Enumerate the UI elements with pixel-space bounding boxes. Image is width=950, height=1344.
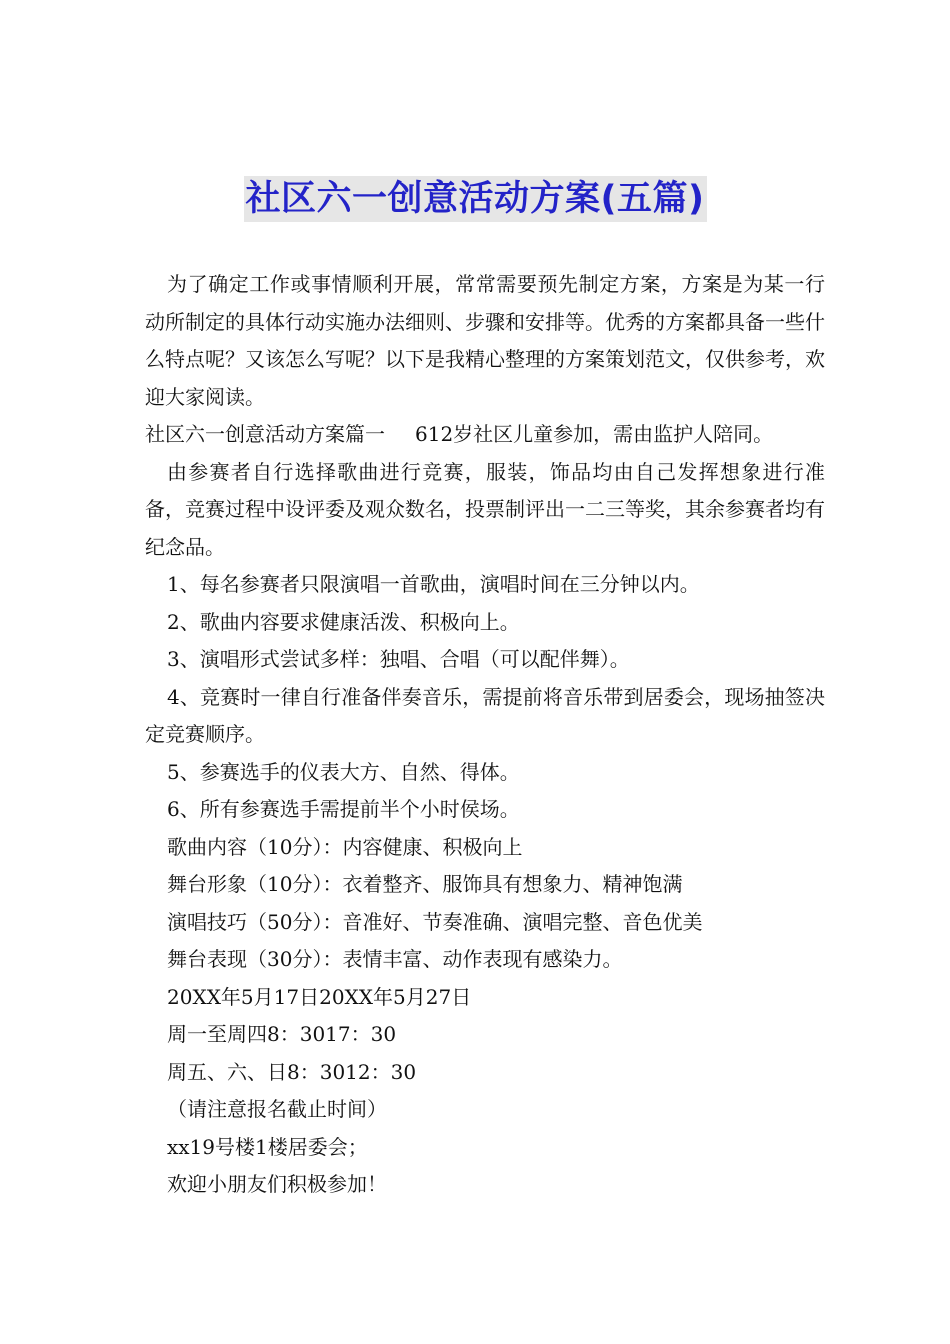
closing-line: 欢迎小朋友们积极参加！ [167,1172,387,1196]
scoring-item: 舞台表现（30分）：表情丰富、动作表现有感染力。 [167,947,623,971]
rule-item: 2、歌曲内容要求健康活泼、积极向上。 [167,609,520,634]
intro-paragraph: 为了确定工作或事情顺利开展，常常需要预先制定方案，方案是为某一行动所制定的具体行动实施办法细则、步骤和安排等。优秀的方案都具备一些什么特点呢？又该怎么写呢？以下是我精心整理的方案策划范文，仅供参考，欢迎大家阅读。 [145,272,825,409]
rule-item: 1、每名参赛者只限演唱一首歌曲，演唱时间在三分钟以内。 [167,572,700,596]
schedule-weekday-hours: 周一至周四8：3017：30 [167,1022,397,1046]
deadline-note: （请注意报名截止时间） [167,1097,387,1121]
section-heading-line [145,416,825,454]
schedule-dates: 20XX年5月17日20XX年5月27日 [167,984,472,1009]
scoring-item: 舞台形象（10分）：衣着整齐、服饰具有想象力、精神饱满 [167,872,683,896]
competition-paragraph: 由参赛者自行选择歌曲进行竞赛，服装，饰品均由自己发挥想象进行准备，竞赛过程中设评委及观众数名，投票制评出一二三等奖，其余参赛者均有纪念品。 [145,459,825,559]
rule-item: 5、参赛选手的仪表大方、自然、得体。 [167,759,520,784]
scoring-item: 歌曲内容（10分）：内容健康、积极向上 [167,834,523,859]
location: xx19号楼1楼居委会； [167,1134,368,1159]
rule-item: 6、所有参赛选手需提前半个小时侯场。 [167,797,520,821]
rule-item: 3、演唱形式尝试多样：独唱、合唱（可以配伴舞）。 [167,647,630,671]
document-title: 社区六一创意活动方案(五篇) [244,176,707,222]
rule-item: 4、竞赛时一律自行准备伴奏音乐，需提前将音乐带到居委会，现场抽签决定竞赛顺序。 [145,684,825,746]
scoring-item: 演唱技巧（50分）：音准好、节奏准确、演唱完整、音色优美 [167,909,703,934]
section-heading-tail: 612岁社区儿童参加，需由监护人陪同。 [415,422,774,446]
section-heading: 社区六一创意活动方案篇一 [145,422,385,446]
title-container [0,176,950,222]
document-body [145,266,825,1204]
schedule-weekend-hours: 周五、六、日8：3012：30 [167,1059,417,1084]
